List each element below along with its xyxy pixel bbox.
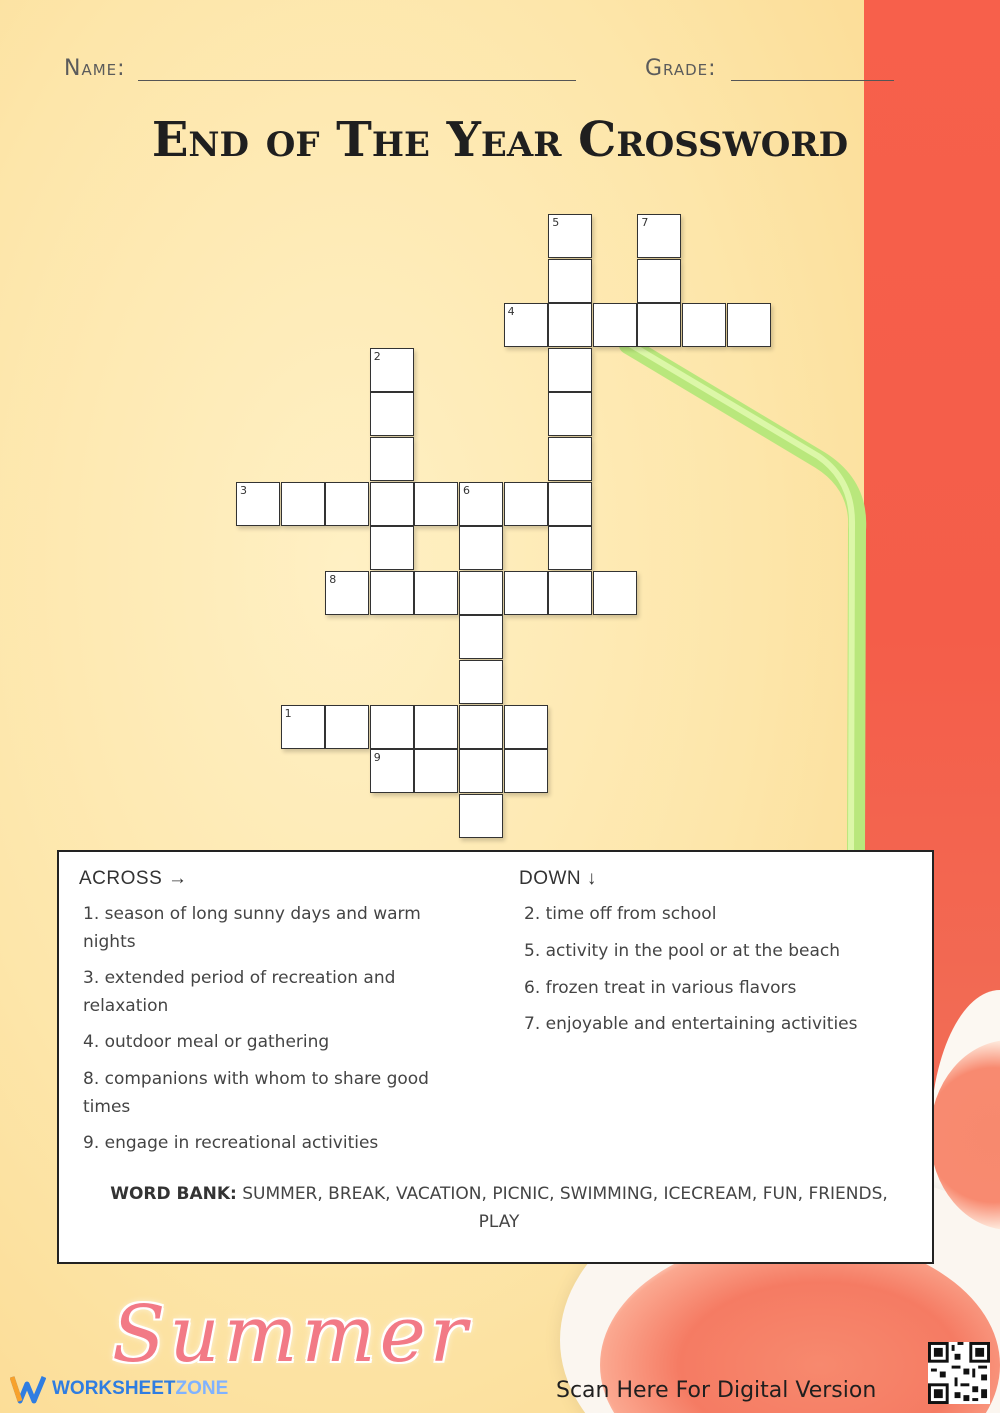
grid-cell[interactable] [548,571,592,615]
grid-cell[interactable] [370,526,414,570]
grid-cell[interactable] [548,348,592,392]
logo-icon [10,1374,46,1404]
down-clue-2: 2. time off from school [524,904,717,924]
grade-field[interactable] [731,80,894,81]
grid-cell[interactable] [548,482,592,526]
grid-cell[interactable] [325,571,369,615]
page-title: End of The Year Crossword [151,112,849,168]
grid-cell[interactable] [370,749,414,793]
down-clue-5: 5. activity in the pool or at the beach [524,941,840,961]
grid-cell[interactable] [370,437,414,481]
down-heading: DOWN ↓ [519,868,597,889]
grid-cell[interactable] [548,214,592,258]
grid-cell[interactable] [459,526,503,570]
grid-cell[interactable] [548,303,592,347]
across-heading: ACROSS → [79,868,188,889]
grid-cell[interactable] [414,705,458,749]
word-bank-words: SUMMER, BREAK, VACATION, PICNIC, SWIMMING, ICECREAM, FUN, FRIENDS, PLAY [242,1184,888,1232]
grid-cell[interactable] [236,482,280,526]
logo-text-worksheet: WORKSHEET [52,1378,176,1399]
clue-number: 6 [463,483,470,497]
grid-cell[interactable] [459,660,503,704]
grid-cell[interactable] [459,615,503,659]
grid-cell[interactable] [414,571,458,615]
grid-cell[interactable] [548,392,592,436]
across-clue-4: 4. outdoor meal or gathering [83,1032,330,1052]
worksheetzone-logo[interactable] [10,1374,228,1404]
grid-cell[interactable] [504,749,548,793]
grid-cell[interactable] [504,705,548,749]
grid-cell[interactable] [414,482,458,526]
grid-cell[interactable] [593,303,637,347]
clue-number: 9 [373,751,381,765]
grid-cell[interactable] [459,705,503,749]
summer-decoration-text: Summer [112,1290,472,1380]
grid-cell[interactable] [459,749,503,793]
grid-cell[interactable] [370,705,414,749]
clues-box [57,850,934,1264]
grid-cell[interactable] [548,526,592,570]
grade-label: Grade: [645,56,717,81]
grid-cell[interactable] [593,571,637,615]
name-field[interactable] [138,80,576,81]
across-clue-1: 1. season of long sunny days and warm nights [83,904,421,952]
clue-number: 8 [329,572,337,586]
grid-cell[interactable] [548,259,592,303]
scan-text: Scan Here For Digital Version [556,1378,877,1403]
grid-cell[interactable] [682,303,726,347]
word-bank [99,1180,899,1236]
clue-number: 5 [552,216,560,229]
clue-number: 1 [284,706,292,720]
down-clue-7: 7. enjoyable and entertaining activities [524,1014,858,1034]
grid-cell[interactable] [281,482,325,526]
grid-cell[interactable] [370,392,414,436]
grid-cell[interactable] [459,571,503,615]
clue-number: 4 [507,305,515,319]
grid-cell[interactable] [281,705,325,749]
grid-cell[interactable] [370,571,414,615]
clue-number: 2 [373,349,381,363]
grid-cell[interactable] [459,794,503,838]
across-clue-9: 9. engage in recreational activities [83,1133,379,1153]
across-clue-3: 3. extended period of recreation and relaxation [83,968,396,1016]
grid-cell[interactable] [504,571,548,615]
grid-cell[interactable] [637,303,681,347]
across-clue-8: 8. companions with whom to share good times [83,1069,429,1117]
grid-cell[interactable] [637,214,681,258]
grid-cell[interactable] [370,482,414,526]
grid-cell[interactable] [325,705,369,749]
word-bank-label: WORD BANK: [110,1184,237,1204]
down-clue-6: 6. frozen treat in various flavors [524,978,797,998]
grid-cell[interactable] [325,482,369,526]
grid-cell[interactable] [637,259,681,303]
grid-cell[interactable] [504,303,548,347]
logo-text-zone: ZONE [175,1378,229,1399]
grid-cell[interactable] [459,482,503,526]
grid-cell[interactable] [504,482,548,526]
grid-cell[interactable] [727,303,771,347]
clue-number: 7 [641,216,649,229]
clue-number: 3 [240,483,247,497]
grid-cell[interactable] [548,437,592,481]
grid-cell[interactable] [414,749,458,793]
grid-cell[interactable] [370,348,414,392]
name-label: Name: [64,56,126,81]
qr-code-icon[interactable] [928,1342,990,1404]
